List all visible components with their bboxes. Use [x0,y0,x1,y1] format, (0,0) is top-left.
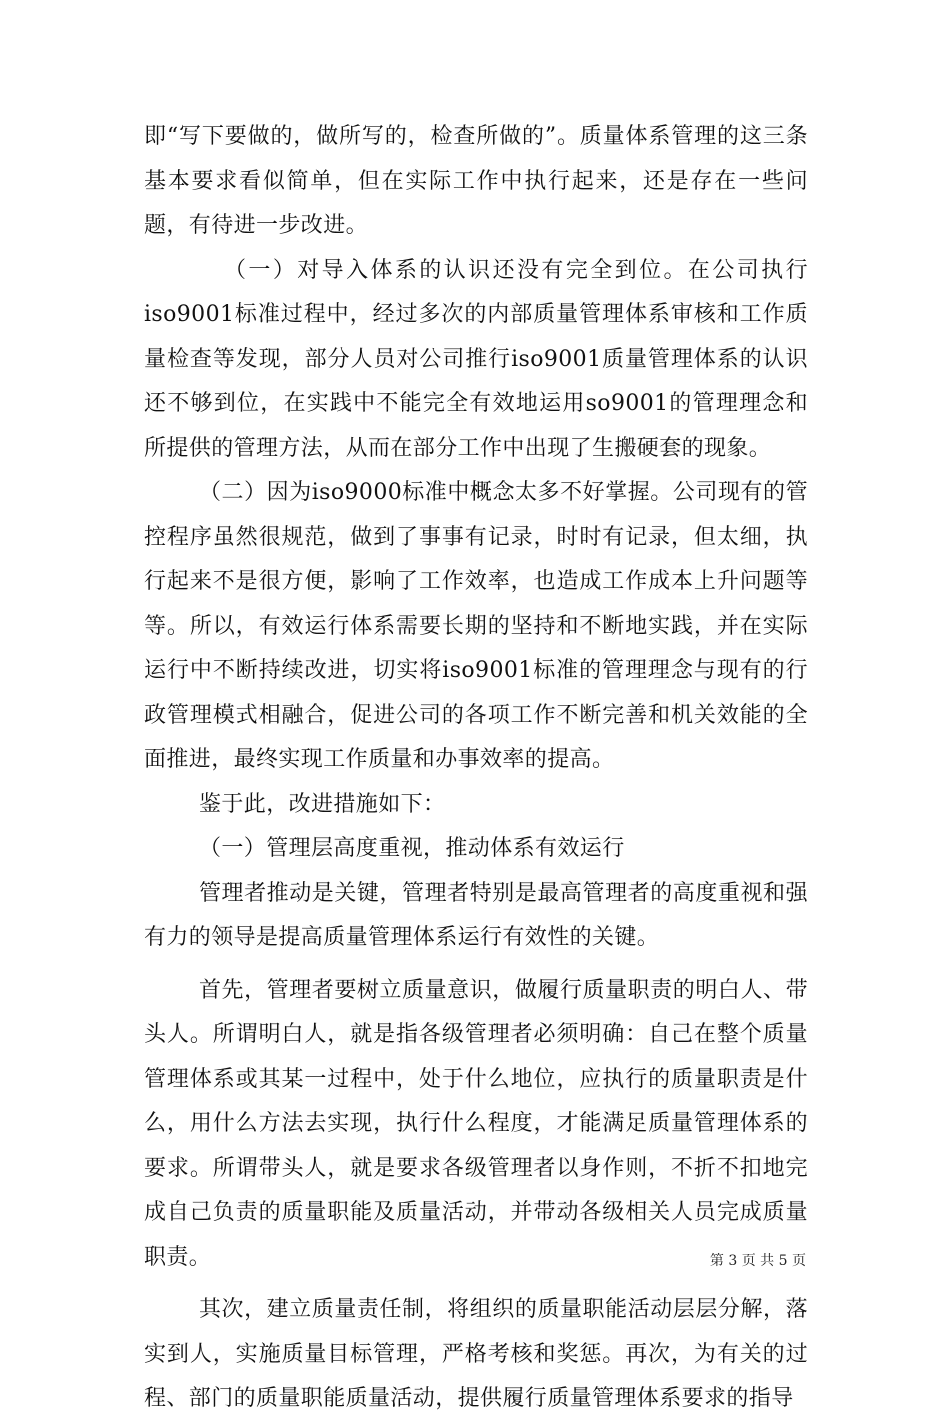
paragraph-second-point: 其次，建立质量责任制，将组织的质量职能活动层层分解，落实到人，实施质量目标管理，严格考核和奖惩。再次，为有关的过程、部门的质量职能质量活动，提供履行质量管理体系要求的指导 [144,1297,808,1411]
paragraph-first-point: 首先，管理者要树立质量意识，做履行质量职责的明白人、带头人。所谓明白人，就是指各级管理者必须明确：自己在整个质量管理体系或其某一过程中，处于什么地位，应执行的质量职责是什么，用什么方法去实现，执行什么程度，才能满足质量管理体系的要求。所谓带头人，就是要求各级管理者以身作则，不折不扣地完成自己负责的质量职能及质量活动，并带动各级相关人员完成质量职责。 [144,977,808,1270]
paragraph-issue-one: （一）对导入体系的认识还没有完全到位。在公司执行iso9001标准过程中，经过多次的内部质量管理体系审核和工作质量检查等发现，部分人员对公司推行iso9001质量管理体系的认识还不够到位，在实践中不能完全有效地运用so9001的管理理念和所提供的管理方法，从而在部分工作中出现了生搬硬套的现象。 [144,257,808,461]
paragraph-measure-heading: （一）管理层高度重视，推动体系有效运行 [199,836,625,861]
paragraph-intro-continuation: 即“写下要做的，做所写的，检查所做的”。质量体系管理的这三条基本要求看似简单，但在实际工作中执行起来，还是存在一些问题，有待进一步改进。 [144,124,808,238]
paragraph-measures-intro: 鉴于此，改进措施如下： [199,791,446,817]
paragraph-management-key: 管理者推动是关键，管理者特别是最高管理者的高度重视和强有力的领导是提高质量管理体系运行有效性的关键。 [144,880,808,950]
page-number-footer: 第 3 页 共 5 页 [709,1253,806,1269]
document-body [144,115,808,1422]
paragraph-issue-two: （二）因为iso9000标准中概念太多不好掌握。公司现有的管控程序虽然很规范，做到了事事有记录，时时有记录，但太细，执行起来不是很方便，影响了工作效率，也造成工作成本上升问题等等。所以，有效运行体系需要长期的坚持和不断地实践，并在实际运行中不断持续改进，切实将iso9001标准的管理理念与现有的行政管理模式相融合，促进公司的各项工作不断完善和机关效能的全面推进，最终实现工作质量和办事效率的提高。 [144,480,808,772]
